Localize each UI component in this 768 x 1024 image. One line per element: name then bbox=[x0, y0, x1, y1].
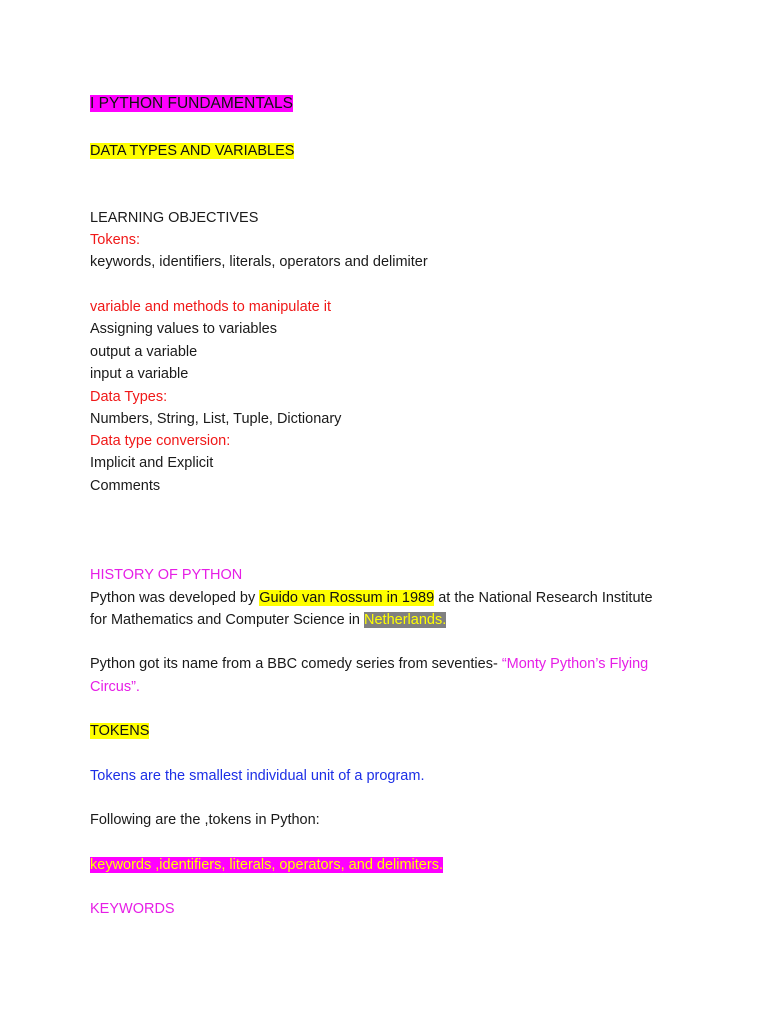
datatypes-text: Numbers, String, List, Tuple, Dictionary bbox=[90, 411, 342, 427]
tokens-label: Tokens: bbox=[90, 232, 140, 248]
conversion-item: Comments bbox=[90, 478, 161, 494]
variables-item: output a variable bbox=[90, 344, 198, 360]
conversion-item: Implicit and Explicit bbox=[90, 455, 214, 471]
tokens-intro: Following are the ,tokens in Python: bbox=[90, 812, 320, 828]
show-name: “Monty Python’s Flying bbox=[501, 656, 649, 672]
document-subtitle bbox=[90, 141, 294, 161]
name-origin-line bbox=[90, 654, 648, 674]
datatypes-label: Data Types: bbox=[90, 389, 168, 405]
tokens-list-highlight: keywords ,identifiers, literals, operators, and delimiters. bbox=[90, 857, 443, 873]
history-text: for Mathematics and Computer Science in bbox=[90, 612, 365, 628]
history-paragraph-line bbox=[90, 610, 446, 630]
document-title bbox=[90, 94, 293, 114]
history-text: at the National Research Institute bbox=[434, 590, 653, 606]
subtitle-highlight: DATA TYPES AND VARIABLES bbox=[90, 143, 295, 159]
inventor-highlight: Guido van Rossum in 1989 bbox=[259, 590, 435, 606]
tokens-text: keywords, identifiers, literals, operators and delimiter bbox=[90, 254, 428, 270]
title-highlight: I PYTHON FUNDAMENTALS bbox=[90, 95, 293, 112]
tokens-heading bbox=[90, 721, 149, 741]
variables-item: Assigning values to variables bbox=[90, 321, 277, 337]
keywords-heading: KEYWORDS bbox=[90, 901, 175, 917]
show-name-continued: Circus”. bbox=[90, 679, 140, 695]
history-heading: HISTORY OF PYTHON bbox=[90, 567, 243, 583]
history-paragraph-line bbox=[90, 588, 653, 608]
name-origin-text: Python got its name from a BBC comedy series from seventies- bbox=[90, 656, 502, 672]
tokens-definition: Tokens are the smallest individual unit of a program. bbox=[90, 768, 425, 784]
country-highlight: Netherlands. bbox=[364, 612, 447, 628]
variables-item: input a variable bbox=[90, 366, 189, 382]
tokens-heading-highlight: TOKENS bbox=[90, 723, 150, 739]
variables-label: variable and methods to manipulate it bbox=[90, 299, 332, 315]
history-text: Python was developed by bbox=[90, 590, 260, 606]
objectives-heading: LEARNING OBJECTIVES bbox=[90, 210, 259, 226]
conversion-label: Data type conversion: bbox=[90, 433, 231, 449]
tokens-list bbox=[90, 855, 443, 875]
